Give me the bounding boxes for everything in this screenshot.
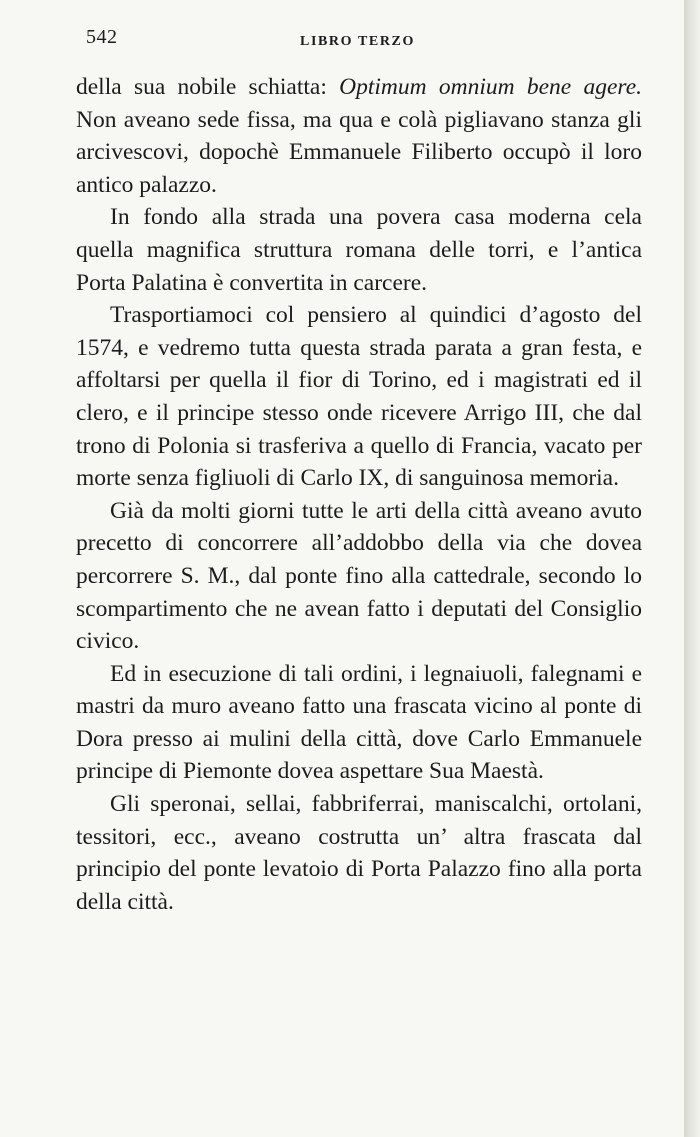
paragraph-6: Gli speronai, sellai, fabbriferrai, maniscalchi, ortolani, tessitori, ecc., aveano costrutta un’ altra frascata dal principio del ponte levatoio di Porta Palazzo fino alla porta della città. (76, 791, 642, 915)
paragraph-5: Ed in esecuzione di tali ordini, i legnaiuoli, falegnami e mastri da muro aveano fatto una frascata vicino al ponte di Dora presso ai mulini della città, dove Carlo Emmanuele principe di Piemonte dovea aspettare Sua Maestà. (76, 660, 642, 785)
paragraph-4: Già da molti giorni tutte le arti della città aveano avuto precetto di concorrere all’addobbo della via che dovea percorrere S. M., dal ponte fino alla cattedrale, secondo lo scompartimento che ne avean fatto i deputati del Consiglio civico. (76, 497, 642, 655)
paragraph-1-text-b: Non aveano sede fissa, ma qua e colà pigliavano stanza gli arcivescovi, dopochè Emmanuele Filiberto occupò il loro antico palazzo. (76, 106, 642, 198)
page-edge-shadow (684, 0, 700, 1137)
body-text (76, 71, 642, 918)
paragraph-1-text-a: della sua nobile schiatta: (76, 74, 340, 100)
paragraph-1 (76, 71, 642, 201)
paragraph-3: Trasportiamoci col pensiero al quindici d’agosto del 1574, e vedremo tutta questa strada parata a gran festa, e affoltarsi per quella il fior di Torino, ed i magistrati ed il clero, e il principe stesso onde ricevere Arrigo III, che dal trono di Polonia si trasferiva a quello di Francia, vacato per morte senza figliuoli di Carlo IX, di sanguinosa memoria. (76, 302, 642, 492)
paragraph-2: In fondo alla strada una povera casa moderna cela quella magnifica struttura romana delle torri, e l’antica Porta Palatina è convertita in carcere. (76, 204, 642, 296)
paragraph-1-motto: Optimum omnium bene agere. (339, 74, 642, 100)
page-number: 542 (86, 26, 118, 48)
running-head: LIBRO TERZO (300, 34, 415, 49)
